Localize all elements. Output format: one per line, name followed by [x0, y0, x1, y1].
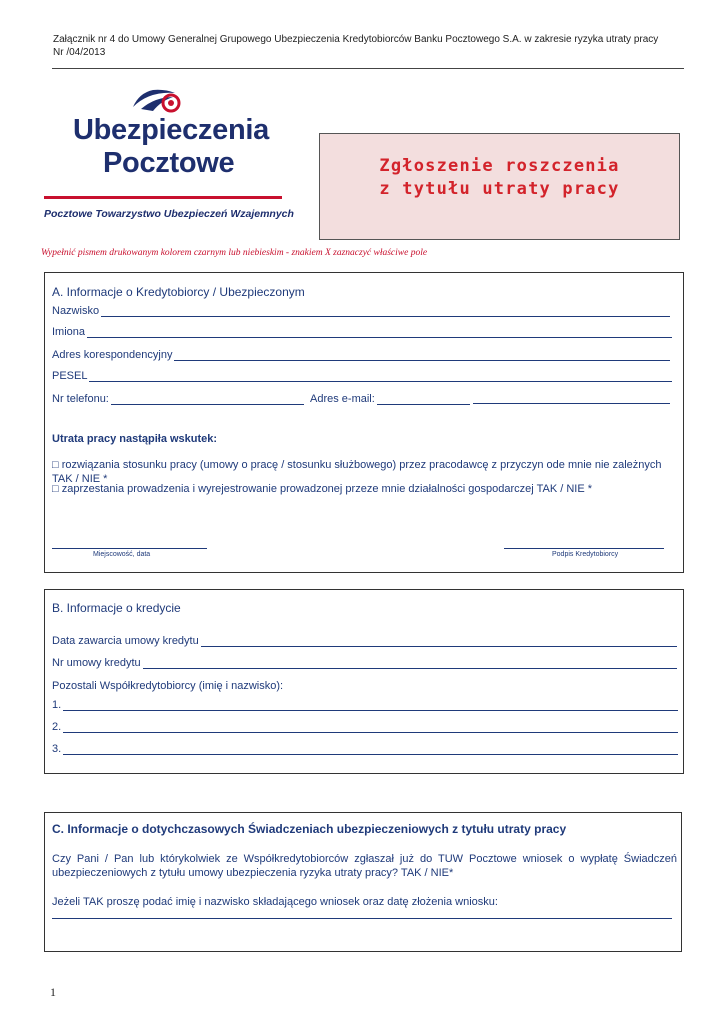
- section-a-prefix: A.: [52, 285, 64, 299]
- reason-option-2[interactable]: [52, 482, 677, 496]
- credit-number-input-line[interactable]: [143, 659, 677, 669]
- section-c-answer-line[interactable]: [52, 917, 672, 919]
- phone-field[interactable]: [52, 393, 304, 405]
- document-header: [53, 33, 658, 59]
- email-input-line-2[interactable]: [473, 402, 670, 404]
- address-label: Adres korespondencyjny: [52, 349, 173, 361]
- reason-option-2-text: zaprzestania prowadzenia i wyrejestrowanie prowadzonej przeze mnie działalności gospodarczej TAK / NIE *: [58, 483, 593, 495]
- credit-number-field[interactable]: [52, 657, 677, 669]
- section-a-box: [44, 272, 684, 573]
- header-line-2: Nr /04/2013: [53, 47, 106, 58]
- pesel-label: PESEL: [52, 370, 88, 382]
- co-borrowers-heading: [52, 679, 283, 693]
- instruction-text: Wypełnić pismem drukowanym kolorem czarnym lub niebieskim - znakiem X zaznaczyć właściwe pole: [41, 248, 428, 258]
- contract-date-label: Data zawarcia umowy kredytu: [52, 635, 199, 647]
- section-b-title: B. Informacje o kredycie: [52, 601, 181, 615]
- email-label: Adres e-mail:: [310, 393, 375, 405]
- checkbox-icon[interactable]: □: [52, 483, 59, 495]
- logo-divider: [44, 196, 282, 199]
- names-field[interactable]: [52, 326, 672, 338]
- co-borrowers-hint: (imię i nazwisko):: [195, 680, 284, 692]
- checkbox-icon[interactable]: □: [52, 459, 59, 471]
- co-borrower-1-input-line[interactable]: [63, 701, 678, 711]
- co-borrower-2-input-line[interactable]: [63, 723, 678, 733]
- co-borrower-2-label: 2.: [52, 721, 62, 733]
- reason-option-1-text: rozwiązania stosunku pracy (umowy o pracę / stosunku służbowego) przez pracodawcę z przyczyn ode mnie nie zależnych TAK / NIE *: [52, 459, 662, 485]
- reason-title: Utrata pracy nastąpiła wskutek:: [52, 433, 218, 445]
- section-c-question: Czy Pani / Pan lub którykolwiek ze Współkredytobiorców zgłaszał już do TUW Pocztowe wniosek o wypłatę Świadczeń ubezpieczeniowych z tytułu umowy ubezpieczenia ryzyka utraty pracy? TAK / NIE*: [52, 853, 677, 879]
- contract-date-input-line[interactable]: [201, 637, 677, 647]
- place-date-label: Miejscowość, data: [93, 551, 151, 558]
- co-borrower-3-field[interactable]: [52, 743, 678, 755]
- phone-label: Nr telefonu:: [52, 393, 109, 405]
- signature-label: Podpis Kredytobiorcy: [552, 551, 619, 558]
- credit-number-label: Nr umowy kredytu: [52, 657, 141, 669]
- logo-name-line-2: Pocztowe: [103, 147, 235, 179]
- logo-subtitle: Pocztowe Towarzystwo Ubezpieczeń Wzajemnych: [44, 208, 294, 220]
- place-date-line[interactable]: [52, 547, 207, 549]
- contract-date-field[interactable]: [52, 635, 677, 647]
- co-borrower-3-label: 3.: [52, 743, 62, 755]
- form-title-line-1: Zgłoszenie roszczenia: [379, 156, 620, 176]
- surname-input-line[interactable]: [101, 307, 670, 317]
- form-title-line-2: z tytułu utraty pracy: [379, 179, 620, 199]
- pesel-field[interactable]: [52, 370, 672, 382]
- names-input-line[interactable]: [87, 328, 672, 338]
- signature-line[interactable]: [504, 547, 664, 549]
- co-borrowers-label: Pozostali Współkredytobiorcy: [52, 680, 196, 692]
- co-borrower-2-field[interactable]: [52, 721, 678, 733]
- section-c-title: C. Informacje o dotychczasowych Świadczeniach ubezpieczeniowych z tytułu utraty pracy: [52, 822, 567, 836]
- surname-label: Nazwisko: [52, 305, 100, 317]
- names-label: Imiona: [52, 326, 86, 338]
- eye-logo-icon: [131, 87, 187, 117]
- email-field[interactable]: [310, 393, 470, 405]
- section-c-if-yes: Jeżeli TAK proszę podać imię i nazwisko składającego wniosek oraz datę złożenia wniosku:: [52, 896, 498, 908]
- header-divider: [52, 68, 684, 69]
- logo-name-line-1: Ubezpieczenia: [73, 114, 269, 146]
- pesel-input-line[interactable]: [89, 372, 672, 382]
- co-borrower-3-input-line[interactable]: [63, 745, 678, 755]
- page-number: 1: [50, 985, 56, 999]
- co-borrower-1-field[interactable]: [52, 699, 678, 711]
- surname-field[interactable]: [52, 305, 670, 317]
- section-a-title-text: Informacje o Kredytobiorcy / Ubezpieczonym: [63, 285, 305, 299]
- email-input-line-1[interactable]: [377, 395, 470, 405]
- header-line-1: Załącznik nr 4 do Umowy Generalnej Grupowego Ubezpieczenia Kredytobiorców Banku Pocztowego S.A. w zakresie ryzyka utraty pracy: [53, 34, 659, 45]
- co-borrower-1-label: 1.: [52, 699, 62, 711]
- address-field[interactable]: [52, 349, 670, 361]
- section-a-title: [52, 285, 305, 299]
- phone-input-line[interactable]: [111, 395, 304, 405]
- form-title: [319, 155, 680, 201]
- address-input-line[interactable]: [174, 351, 670, 361]
